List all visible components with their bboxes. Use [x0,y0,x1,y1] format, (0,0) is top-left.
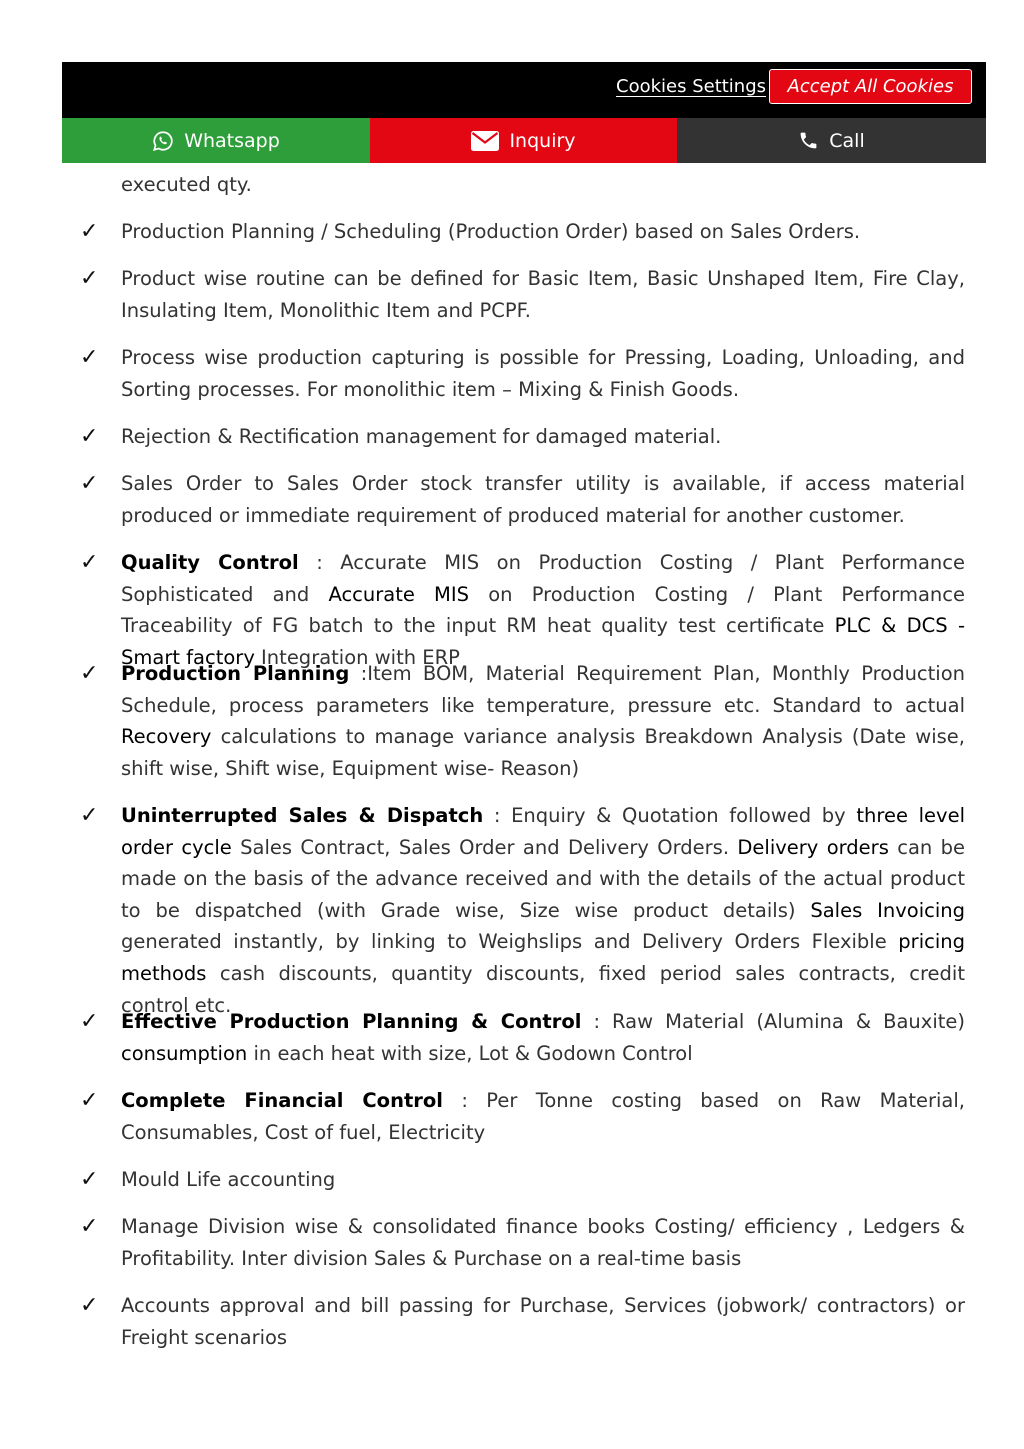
call-label: Call [829,129,865,152]
check-icon: ✓ [80,661,99,686]
check-icon: ✓ [80,550,99,575]
contact-bar [62,118,986,163]
cookies-settings-link[interactable]: Cookies Settings [616,76,767,97]
check-icon: ✓ [80,266,99,291]
check-icon: ✓ [80,471,99,496]
check-icon: ✓ [80,1214,99,1239]
inquiry-button[interactable] [370,118,677,163]
pricing-methods-link[interactable]: pricing methods [121,930,965,985]
list-item: ✓ Effective Production Planning & Control : Raw Material (Alumina & Bauxite) consumption in each heat with size, Lot & Godown Control [80,1009,966,1065]
check-icon: ✓ [80,1293,99,1318]
check-icon: ✓ [80,219,99,244]
list-item: executed qty. [121,173,252,196]
phone-icon [798,130,819,151]
accurate-mis-link[interactable]: Accurate MIS [328,582,470,606]
plc-dcs-smart-factory-link[interactable]: PLC & DCS - Smart factory [121,614,965,669]
list-item: ✓ Quality Control : Accurate MIS on Production Costing / Plant Performance Sophisticated and Accurate MIS on Production Costing / Plant Performance Traceability of FG batch to the input RM heat quality test certificate PLC & DCS - Smart factory Integration with ERP [80,550,966,669]
whatsapp-icon [152,130,174,152]
list-item: ✓ Complete Financial Control : Per Tonne costing based on Raw Material, Consumables, Cost of fuel, Electricity [80,1088,965,1144]
list-item: ✓ Accounts approval and bill passing for Purchase, Services (jobwork/ contractors) or Freight scenarios [80,1293,965,1349]
check-icon: ✓ [80,424,99,449]
recovery-link[interactable]: Recovery [121,725,212,749]
whatsapp-label: Whatsapp [184,129,280,152]
quality-control-link[interactable]: Quality Control [121,551,299,574]
accept-all-cookies-button[interactable]: Accept All Cookies [769,69,972,104]
uninterrupted-sales-dispatch-link[interactable]: Uninterrupted Sales & Dispatch [121,804,484,827]
list-item: ✓ Rejection & Rectification management for damaged material. [80,424,722,449]
consumption-link[interactable]: consumption [121,1041,248,1065]
list-item: ✓ Sales Order to Sales Order stock transfer utility is available, if access material produced or immediate requirement of produced material for another customer. [80,471,965,527]
complete-financial-control-link[interactable]: Complete Financial Control [121,1089,443,1112]
production-planning-link[interactable]: Production Planning [121,662,350,685]
list-item: ✓ Uninterrupted Sales & Dispatch : Enquiry & Quotation followed by three level order cycle Sales Contract, Sales Order and Delivery Orders. Delivery orders can be made on the basis of the advance received and with the details of the actual product to be dispatched (with Grade wise, Size wise product details) Sales Invoicing generated instantly, by linking to Weighslips and Delivery Orders Flexible pricing methods cash discounts, quantity discounts, fixed period sales contracts, credit control etc. [80,803,966,1017]
list-item: ✓ Process wise production capturing is possible for Pressing, Loading, Unloading, and Sorting processes. For monolithic item – Mixing & Finish Goods. [80,345,965,401]
check-icon: ✓ [80,345,99,370]
delivery-orders-link[interactable]: Delivery orders [737,835,889,859]
list-item: ✓ Production Planning / Scheduling (Production Order) based on Sales Orders. [80,219,861,244]
check-icon: ✓ [80,1167,99,1192]
whatsapp-button[interactable] [62,118,370,163]
call-button[interactable] [677,118,986,163]
inquiry-label: Inquiry [509,129,576,152]
check-icon: ✓ [80,1009,99,1034]
check-icon: ✓ [80,1088,99,1113]
envelope-icon [471,131,499,151]
list-item: ✓ Production Planning :Item BOM, Material Requirement Plan, Monthly Production Schedule, process parameters like temperature, pressure etc. Standard to actual Recovery calculations to manage variance analysis Breakdown Analysis (Date wise, shift wise, Shift wise, Equipment wise- Reason) [80,661,966,780]
cookie-banner [62,62,986,118]
sales-invoicing-link[interactable]: Sales Invoicing [810,898,965,922]
list-item: ✓ Mould Life accounting [80,1167,336,1192]
three-level-order-cycle-link[interactable]: three level order cycle [121,804,966,859]
list-item: ✓ Product wise routine can be defined for Basic Item, Basic Unshaped Item, Fire Clay, Insulating Item, Monolithic Item and PCPF. [80,266,965,322]
check-icon: ✓ [80,803,99,828]
effective-production-planning-link[interactable]: Effective Production Planning & Control [121,1010,582,1033]
list-item: ✓ Manage Division wise & consolidated finance books Costing/ efficiency , Ledgers & Profitability. Inter division Sales & Purchase on a real-time basis [80,1214,965,1270]
